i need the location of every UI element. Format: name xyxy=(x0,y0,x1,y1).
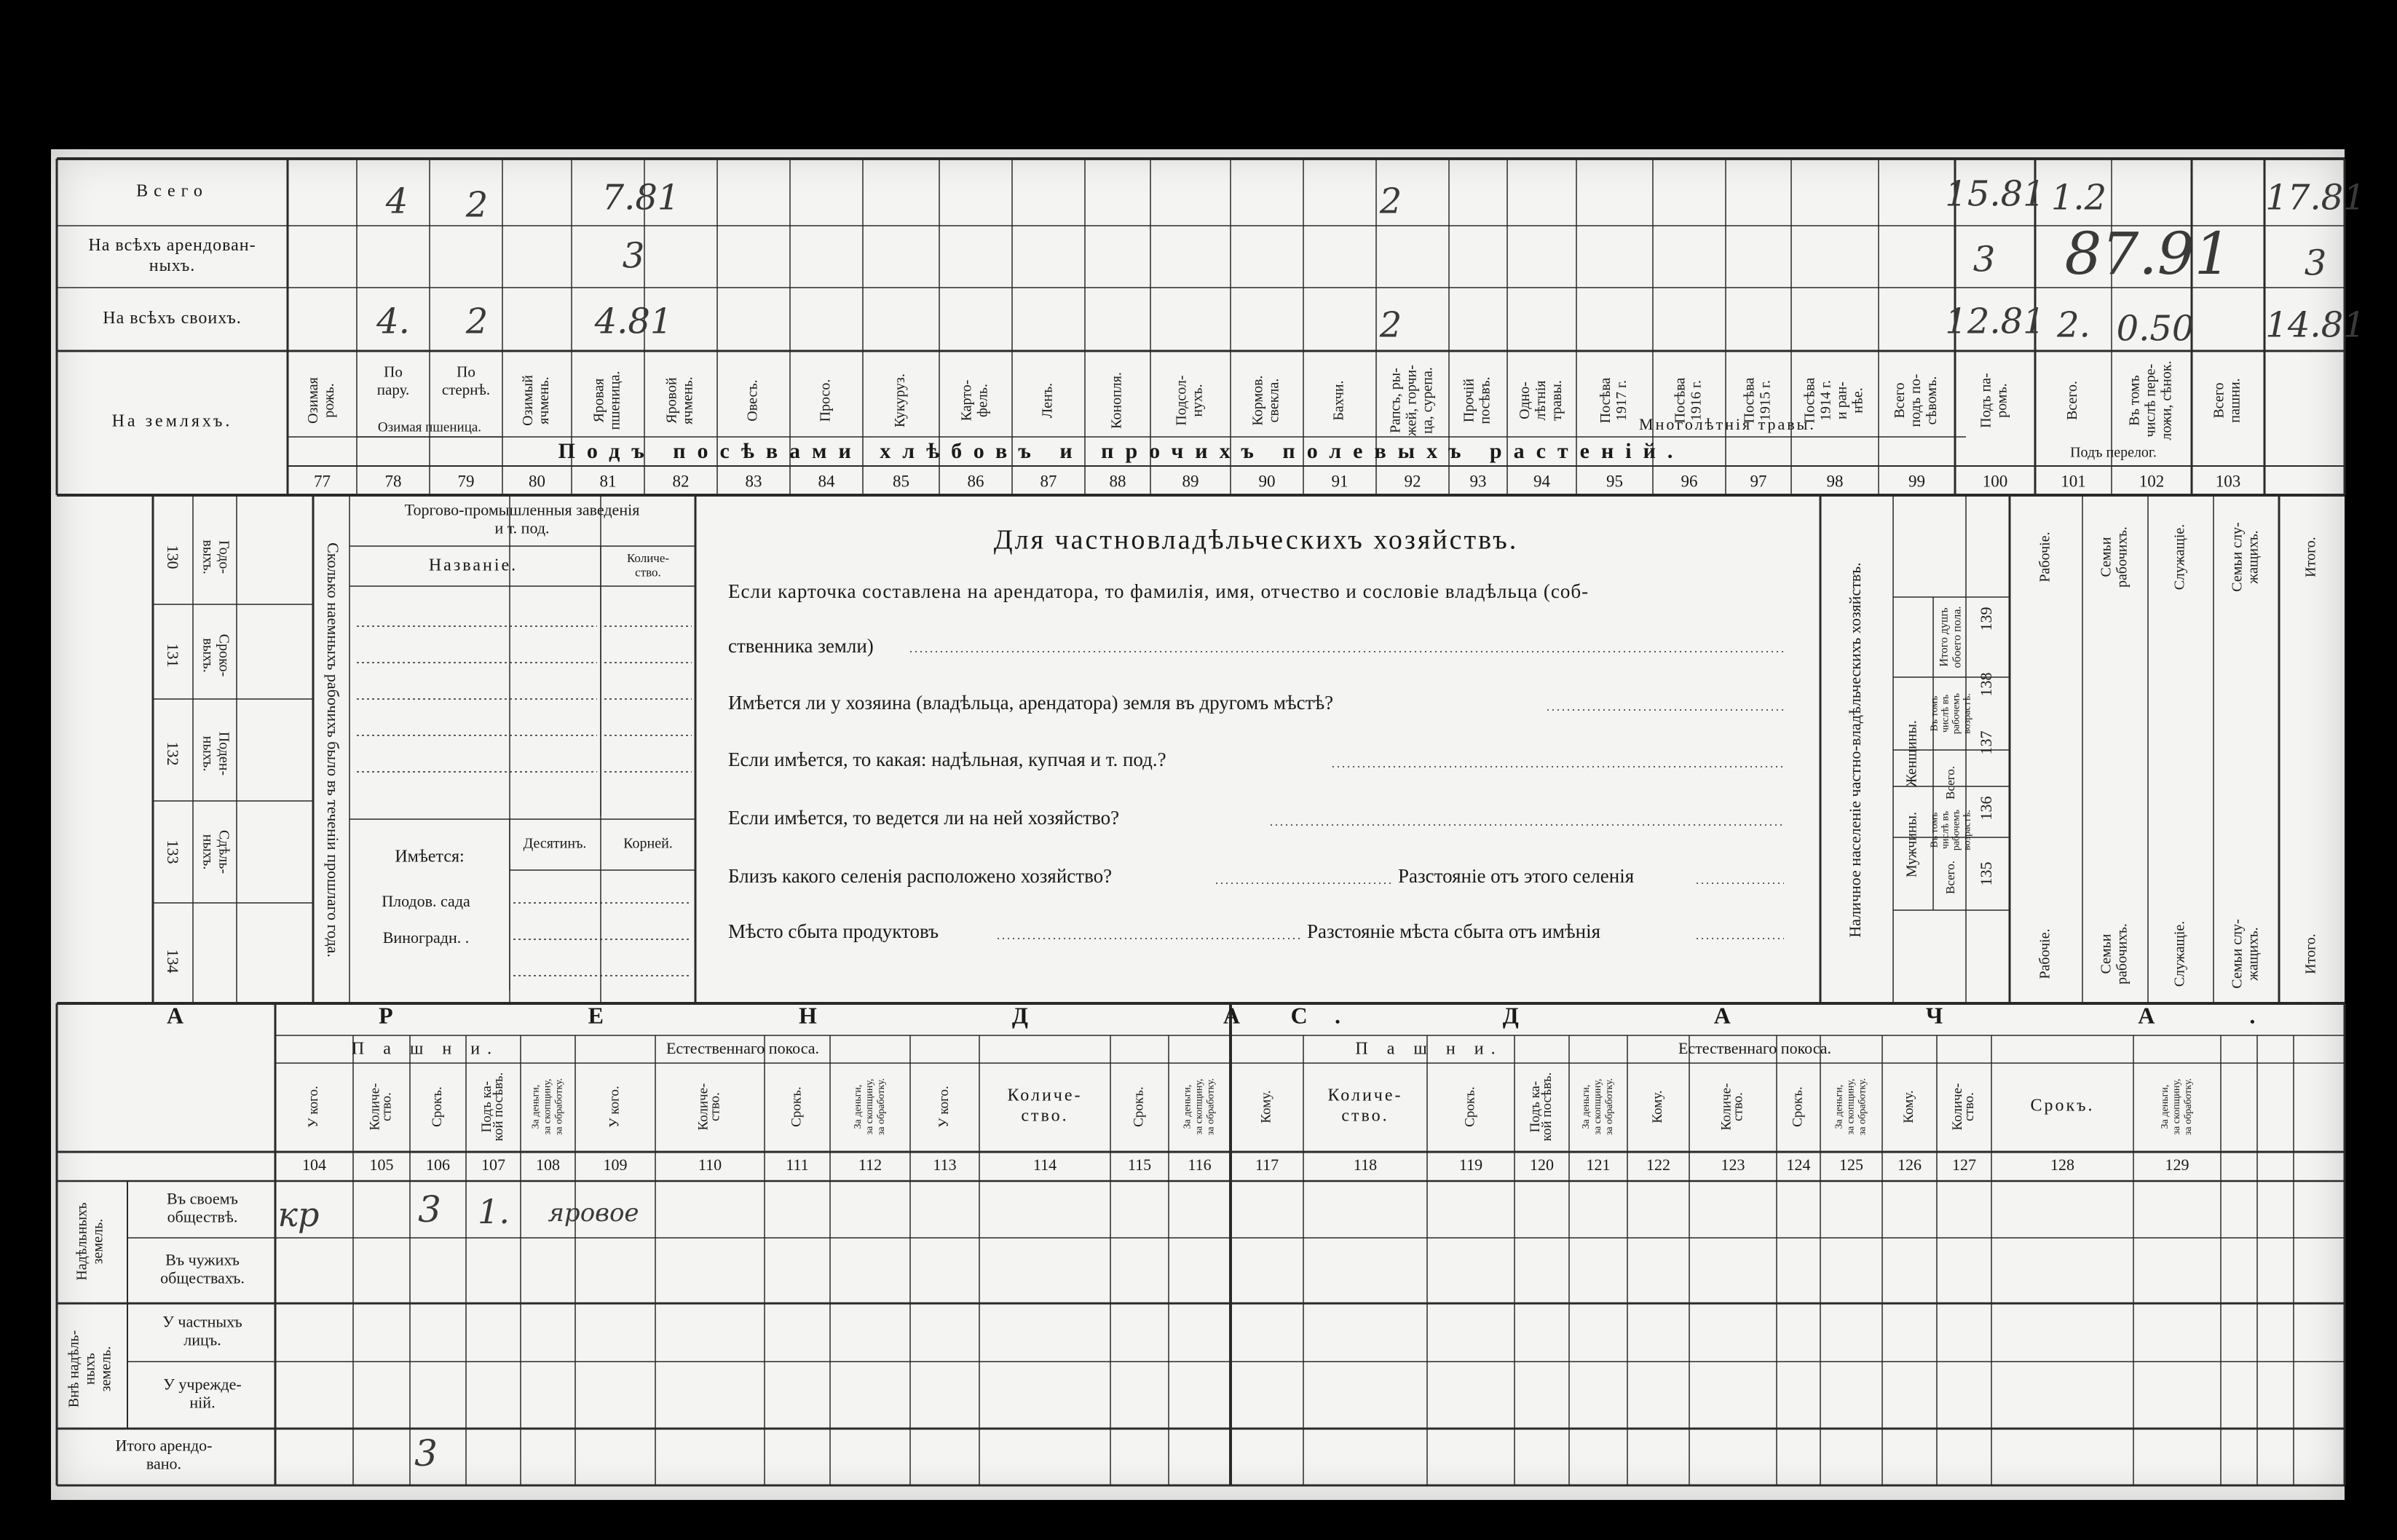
handwritten-entry: 2 xyxy=(465,301,489,342)
column-header: Въ томъчислѣ върабочемъвозрастѣ. xyxy=(1929,692,1973,735)
group-header: Многолѣтнiя травы. xyxy=(1639,415,1816,434)
group-header: Естественнаго покоса. xyxy=(666,1039,820,1058)
handwritten-entry: 15.81 xyxy=(1945,173,2045,215)
column-number: 95 xyxy=(1606,472,1623,491)
question-text: Если имѣется, то какая: надѣльная, купчая и т. под.? xyxy=(728,749,1166,771)
vertical-label: Наличное населенiе частно-владѣльческихъ хозяйствъ. xyxy=(1846,562,1865,938)
section-band: А Р Е Н Д А. xyxy=(166,1002,1436,1029)
group-header: Озимая пшеница. xyxy=(377,419,482,435)
column-header: Количе-ство. xyxy=(1327,1086,1403,1126)
column-header: Количе-ство. xyxy=(626,551,670,580)
column-number: 79 xyxy=(457,472,475,491)
column-number: 103 xyxy=(2215,472,2241,491)
row-number: 134 xyxy=(163,949,182,974)
column-header: Конопля. xyxy=(1108,372,1125,429)
column-header: Итого. xyxy=(2302,537,2319,577)
row-number: 133 xyxy=(163,840,182,864)
column-header: Прочiйпосѣвъ. xyxy=(1461,376,1493,425)
column-number: 118 xyxy=(1353,1156,1378,1174)
column-header: За деньги,за скопщину,за обработку. xyxy=(2160,1078,2195,1136)
column-header: За деньги,за скопщину,за обработку. xyxy=(1833,1078,1868,1136)
row-label: На всѣхъ арендован-ныхъ. xyxy=(88,236,256,275)
column-number: 86 xyxy=(967,472,984,491)
column-header: Рапсъ, ры-жей, горчи-ца, сурепа. xyxy=(1387,365,1436,436)
row-label: Плодов. сада xyxy=(382,892,470,911)
column-header: Срокъ. xyxy=(2030,1096,2095,1115)
handwritten-entry: яровое xyxy=(548,1199,639,1228)
section-band: Подъ посѣвами хлѣбовъ и прочихъ полевыхъ растенiй. xyxy=(558,438,1685,463)
column-header: Карто-фель. xyxy=(958,379,991,422)
question-text: Разстоянiе мѣста сбыта отъ имѣнiя xyxy=(1307,920,1601,943)
column-number: 83 xyxy=(745,472,762,491)
column-number: 99 xyxy=(1908,472,1925,491)
column-header: Въ томъчислѣ пере-ложи, сѣнок. xyxy=(2126,360,2175,441)
row-number: 131 xyxy=(163,643,182,668)
handwritten-entry: кр xyxy=(277,1195,320,1234)
column-number: 113 xyxy=(933,1156,957,1174)
column-number: 108 xyxy=(536,1156,560,1174)
column-number: 109 xyxy=(603,1156,628,1174)
section-band: С Д А Ч А. xyxy=(1290,1002,2350,1029)
column-header: Служащiе. xyxy=(2171,920,2188,987)
column-number: 101 xyxy=(2061,472,2086,491)
column-header: Кому. xyxy=(1649,1090,1665,1124)
column-header: Въ томъчислѣ върабочемъвозрастѣ. xyxy=(1929,809,1973,851)
handwritten-entry: 3 xyxy=(622,235,645,277)
column-number: 92 xyxy=(1404,472,1421,491)
handwritten-entry: 7.81 xyxy=(601,177,680,218)
block-title: Торгово-промышленныя заведенiя и т. под. xyxy=(404,500,640,537)
column-header: У кого. xyxy=(607,1086,623,1128)
column-header: Озимыйячмень. xyxy=(520,375,553,426)
column-header: Количе-ство. xyxy=(1007,1086,1083,1126)
row-label: Поден-ныхъ. xyxy=(200,731,232,776)
column-header: Всего. xyxy=(1943,766,1957,799)
column-number: 139 xyxy=(1977,607,1996,631)
group-header: Женщины. xyxy=(1903,720,1920,787)
question-text: Если имѣется, то ведется ли на ней хозяйство? xyxy=(728,807,1120,829)
handwritten-entry: 3 xyxy=(418,1188,441,1231)
column-header: За деньги,за скопщину,за обработку. xyxy=(1182,1078,1217,1136)
question-text: Мѣсто сбыта продуктовъ xyxy=(728,920,939,943)
handwritten-entry: 4 xyxy=(385,181,408,222)
column-number: 102 xyxy=(2139,472,2165,491)
group-header: Надѣльныхъземель. xyxy=(74,1202,106,1281)
column-number: 100 xyxy=(1982,472,2008,491)
column-header: Семьирабочихъ. xyxy=(2098,923,2131,984)
column-header: Посѣва1914 г.и ран-нѣе. xyxy=(1801,377,1866,424)
group-header: П а ш н и. xyxy=(1355,1039,1503,1059)
column-number: 96 xyxy=(1681,472,1698,491)
column-number: 128 xyxy=(2050,1156,2074,1174)
handwritten-entry: 14.81 xyxy=(2265,304,2366,346)
column-header: Посѣва1916 г. xyxy=(1672,377,1705,424)
column-header: За деньги,за скопщину,за обработку. xyxy=(853,1078,888,1136)
question-text: ственника земли) xyxy=(728,635,874,658)
handwritten-entry: 4.81 xyxy=(594,301,673,342)
column-number: 107 xyxy=(481,1156,505,1174)
column-number: 122 xyxy=(1646,1156,1670,1174)
column-header: У кого. xyxy=(936,1086,952,1128)
column-number: 88 xyxy=(1109,472,1126,491)
column-header: Просо. xyxy=(817,379,834,422)
column-number: 98 xyxy=(1826,472,1844,491)
census-card xyxy=(51,149,2366,1500)
column-header: За деньги,за скопщину,за обработку. xyxy=(1581,1078,1616,1136)
row-label: Всего xyxy=(136,181,208,201)
handwritten-entry: 0.50 xyxy=(2116,308,2195,350)
column-header: Рабочiе. xyxy=(2037,532,2053,583)
column-header: Подъ ка-кой посѣвъ. xyxy=(1527,1072,1555,1142)
row-label: Сдѣль-ныхъ. xyxy=(200,829,232,874)
column-header: Подъ ка-кой посѣвъ. xyxy=(478,1072,506,1142)
column-number: 106 xyxy=(426,1156,450,1174)
column-number: 124 xyxy=(1786,1156,1811,1174)
column-header: Подъ па-ромъ. xyxy=(1978,373,2010,428)
column-number: 85 xyxy=(893,472,909,491)
column-header: По стернѣ. xyxy=(441,363,491,398)
column-number: 93 xyxy=(1469,472,1487,491)
column-header: Количе-ство. xyxy=(695,1083,723,1131)
column-number: 111 xyxy=(786,1156,809,1174)
handwritten-entry: 2 xyxy=(1379,304,1402,346)
column-header: Кормов.свекла. xyxy=(1249,375,1282,426)
column-header: Яровойячмень. xyxy=(663,376,696,425)
column-number: 117 xyxy=(1255,1156,1279,1174)
column-number: 104 xyxy=(302,1156,326,1174)
column-header: Посѣва1915 г. xyxy=(1741,377,1774,424)
column-number: 116 xyxy=(1188,1156,1212,1174)
column-number: 90 xyxy=(1258,472,1276,491)
column-header: Количе-ство. xyxy=(367,1083,395,1131)
handwritten-entry: 17.81 xyxy=(2265,177,2366,218)
column-header: По пару. xyxy=(376,363,410,398)
column-number: 78 xyxy=(384,472,402,491)
column-number: 126 xyxy=(1898,1156,1922,1174)
column-header: Семьи слу-жащихъ. xyxy=(2229,919,2262,989)
column-header: Одно-лѣтнiятравы. xyxy=(1517,380,1565,421)
group-header: П а ш н и. xyxy=(351,1039,499,1059)
row-label: Въ своемъ обществѣ. xyxy=(167,1189,238,1226)
column-number: 82 xyxy=(672,472,690,491)
group-header: Подъ перелог. xyxy=(2070,444,2157,461)
column-header: Семьирабочихъ. xyxy=(2098,526,2131,588)
column-header: Срокъ. xyxy=(1462,1086,1478,1127)
column-header: Срокъ. xyxy=(789,1086,805,1127)
column-header: Кому. xyxy=(1258,1090,1274,1124)
row-number: 132 xyxy=(163,741,182,766)
question-text: Близъ какого селенiя расположено хозяйство? xyxy=(728,865,1113,888)
column-header: Названiе. xyxy=(428,556,518,575)
column-header: Служащiе. xyxy=(2171,524,2188,591)
handwritten-entry: 2 xyxy=(1379,181,1402,222)
column-number: 125 xyxy=(1839,1156,1863,1174)
column-number: 121 xyxy=(1586,1156,1611,1174)
row-label: У учрежде-нiй. xyxy=(163,1375,242,1412)
column-number: 138 xyxy=(1977,672,1996,697)
column-header: Овесъ. xyxy=(744,379,761,422)
column-number: 87 xyxy=(1040,472,1057,491)
column-header: Корней. xyxy=(623,835,673,852)
column-number: 80 xyxy=(529,472,545,491)
handwritten-entry: 4. xyxy=(376,301,410,342)
column-number: 89 xyxy=(1182,472,1199,491)
column-header: Итого. xyxy=(2302,933,2319,974)
handwritten-entry: 1. xyxy=(478,1192,510,1231)
handwritten-entry: 1.2 xyxy=(2050,177,2107,218)
column-number: 119 xyxy=(1458,1156,1483,1174)
column-header: Бахчи. xyxy=(1330,380,1347,421)
question-text: Разстоянiе отъ этого селенiя xyxy=(1398,865,1635,888)
column-header: Всегоподъ по-сѣвомъ. xyxy=(1892,374,1940,427)
row-label: Итого арендо-вано. xyxy=(115,1436,213,1473)
column-header: Подсол-нухъ. xyxy=(1173,375,1206,426)
column-number: 123 xyxy=(1721,1156,1745,1174)
column-header: Срокъ. xyxy=(429,1086,445,1127)
column-header: Срокъ. xyxy=(1131,1086,1147,1127)
column-header: Всегопашни. xyxy=(2211,378,2243,423)
column-header: Кукуруз. xyxy=(892,374,909,427)
column-header: За деньги,за скопщину,за обработку. xyxy=(530,1078,565,1136)
column-number: 84 xyxy=(818,472,835,491)
column-number: 112 xyxy=(858,1156,882,1174)
column-number: 136 xyxy=(1977,796,1996,821)
column-header: Всего. xyxy=(2064,380,2081,421)
handwritten-entry: 3 xyxy=(414,1432,438,1474)
row-label: На всѣхъ своихъ. xyxy=(103,309,242,328)
group-header: Мужчины. xyxy=(1903,811,1920,878)
row-label: Сроко-выхъ. xyxy=(200,633,232,677)
column-number: 105 xyxy=(369,1156,394,1174)
column-number: 137 xyxy=(1977,730,1996,755)
row-label: Виноградн. . xyxy=(382,928,470,947)
column-number: 77 xyxy=(314,472,331,491)
vertical-label: Сколько наемныхъ рабочихъ было въ теченiи прошлаго года. xyxy=(323,542,342,957)
column-header: Рабочiе. xyxy=(2037,928,2053,979)
group-header: Внѣ надѣль-ныхъземель. xyxy=(66,1330,114,1408)
question-text: Если карточка составлена на арендатора, то фамилiя, имя, отчество и сословiе владѣльца (соб- xyxy=(728,580,1590,603)
column-number: 115 xyxy=(1127,1156,1152,1174)
column-number: 97 xyxy=(1750,472,1767,491)
column-number: 114 xyxy=(1032,1156,1057,1174)
column-header: Семьи слу-жащихъ. xyxy=(2229,522,2262,592)
column-number: 127 xyxy=(1952,1156,1976,1174)
column-header: У кого. xyxy=(305,1086,321,1128)
column-header: Ленъ. xyxy=(1039,382,1056,419)
column-number: 94 xyxy=(1533,472,1550,491)
column-header: Кому. xyxy=(1900,1090,1916,1124)
handwritten-entry: 2. xyxy=(2057,304,2090,346)
column-header: Количе-ство. xyxy=(1949,1083,1977,1131)
handwritten-entry: 12.81 xyxy=(1945,301,2045,342)
column-number: 129 xyxy=(2165,1156,2189,1174)
census-card-form xyxy=(51,149,2366,1500)
column-number: 81 xyxy=(599,472,617,491)
column-header: Итого душъобоего пола. xyxy=(1938,606,1964,668)
column-header: Количе-ство. xyxy=(1718,1083,1746,1131)
column-number: 135 xyxy=(1977,861,1996,886)
form-label: Имѣется: xyxy=(395,847,465,866)
column-number: 91 xyxy=(1331,472,1348,491)
handwritten-entry: 3 xyxy=(2304,242,2327,284)
column-header: Озимаярожь. xyxy=(305,377,338,424)
column-header: Срокъ. xyxy=(1790,1086,1806,1127)
column-header: Яроваяпшеница. xyxy=(591,371,623,430)
block-title: Для частновладѣльческихъ хозяйствъ. xyxy=(993,524,1519,556)
row-label: Въ чужихъ обществахъ. xyxy=(160,1250,245,1287)
column-header: Всего. xyxy=(1943,861,1957,894)
row-label: Годо-выхъ. xyxy=(200,540,232,574)
row-label: У частныхъ лицъ. xyxy=(162,1312,242,1349)
question-text: Имѣется ли у хозяина (владѣльца, арендатора) земля въ другомъ мѣстѣ? xyxy=(728,692,1334,714)
handwritten-entry: 3 xyxy=(1973,239,1996,280)
column-header: Десятинъ. xyxy=(523,835,587,852)
column-number: 120 xyxy=(1530,1156,1554,1174)
group-header: Естественнаго покоса. xyxy=(1678,1039,1832,1058)
row-label: На земляхъ. xyxy=(111,411,233,431)
row-number: 130 xyxy=(163,545,182,569)
column-header: Посѣва1917 г. xyxy=(1598,377,1630,424)
column-number: 110 xyxy=(698,1156,722,1174)
handwritten-entry: 87.91 xyxy=(2064,220,2232,288)
handwritten-entry: 2 xyxy=(465,184,489,226)
